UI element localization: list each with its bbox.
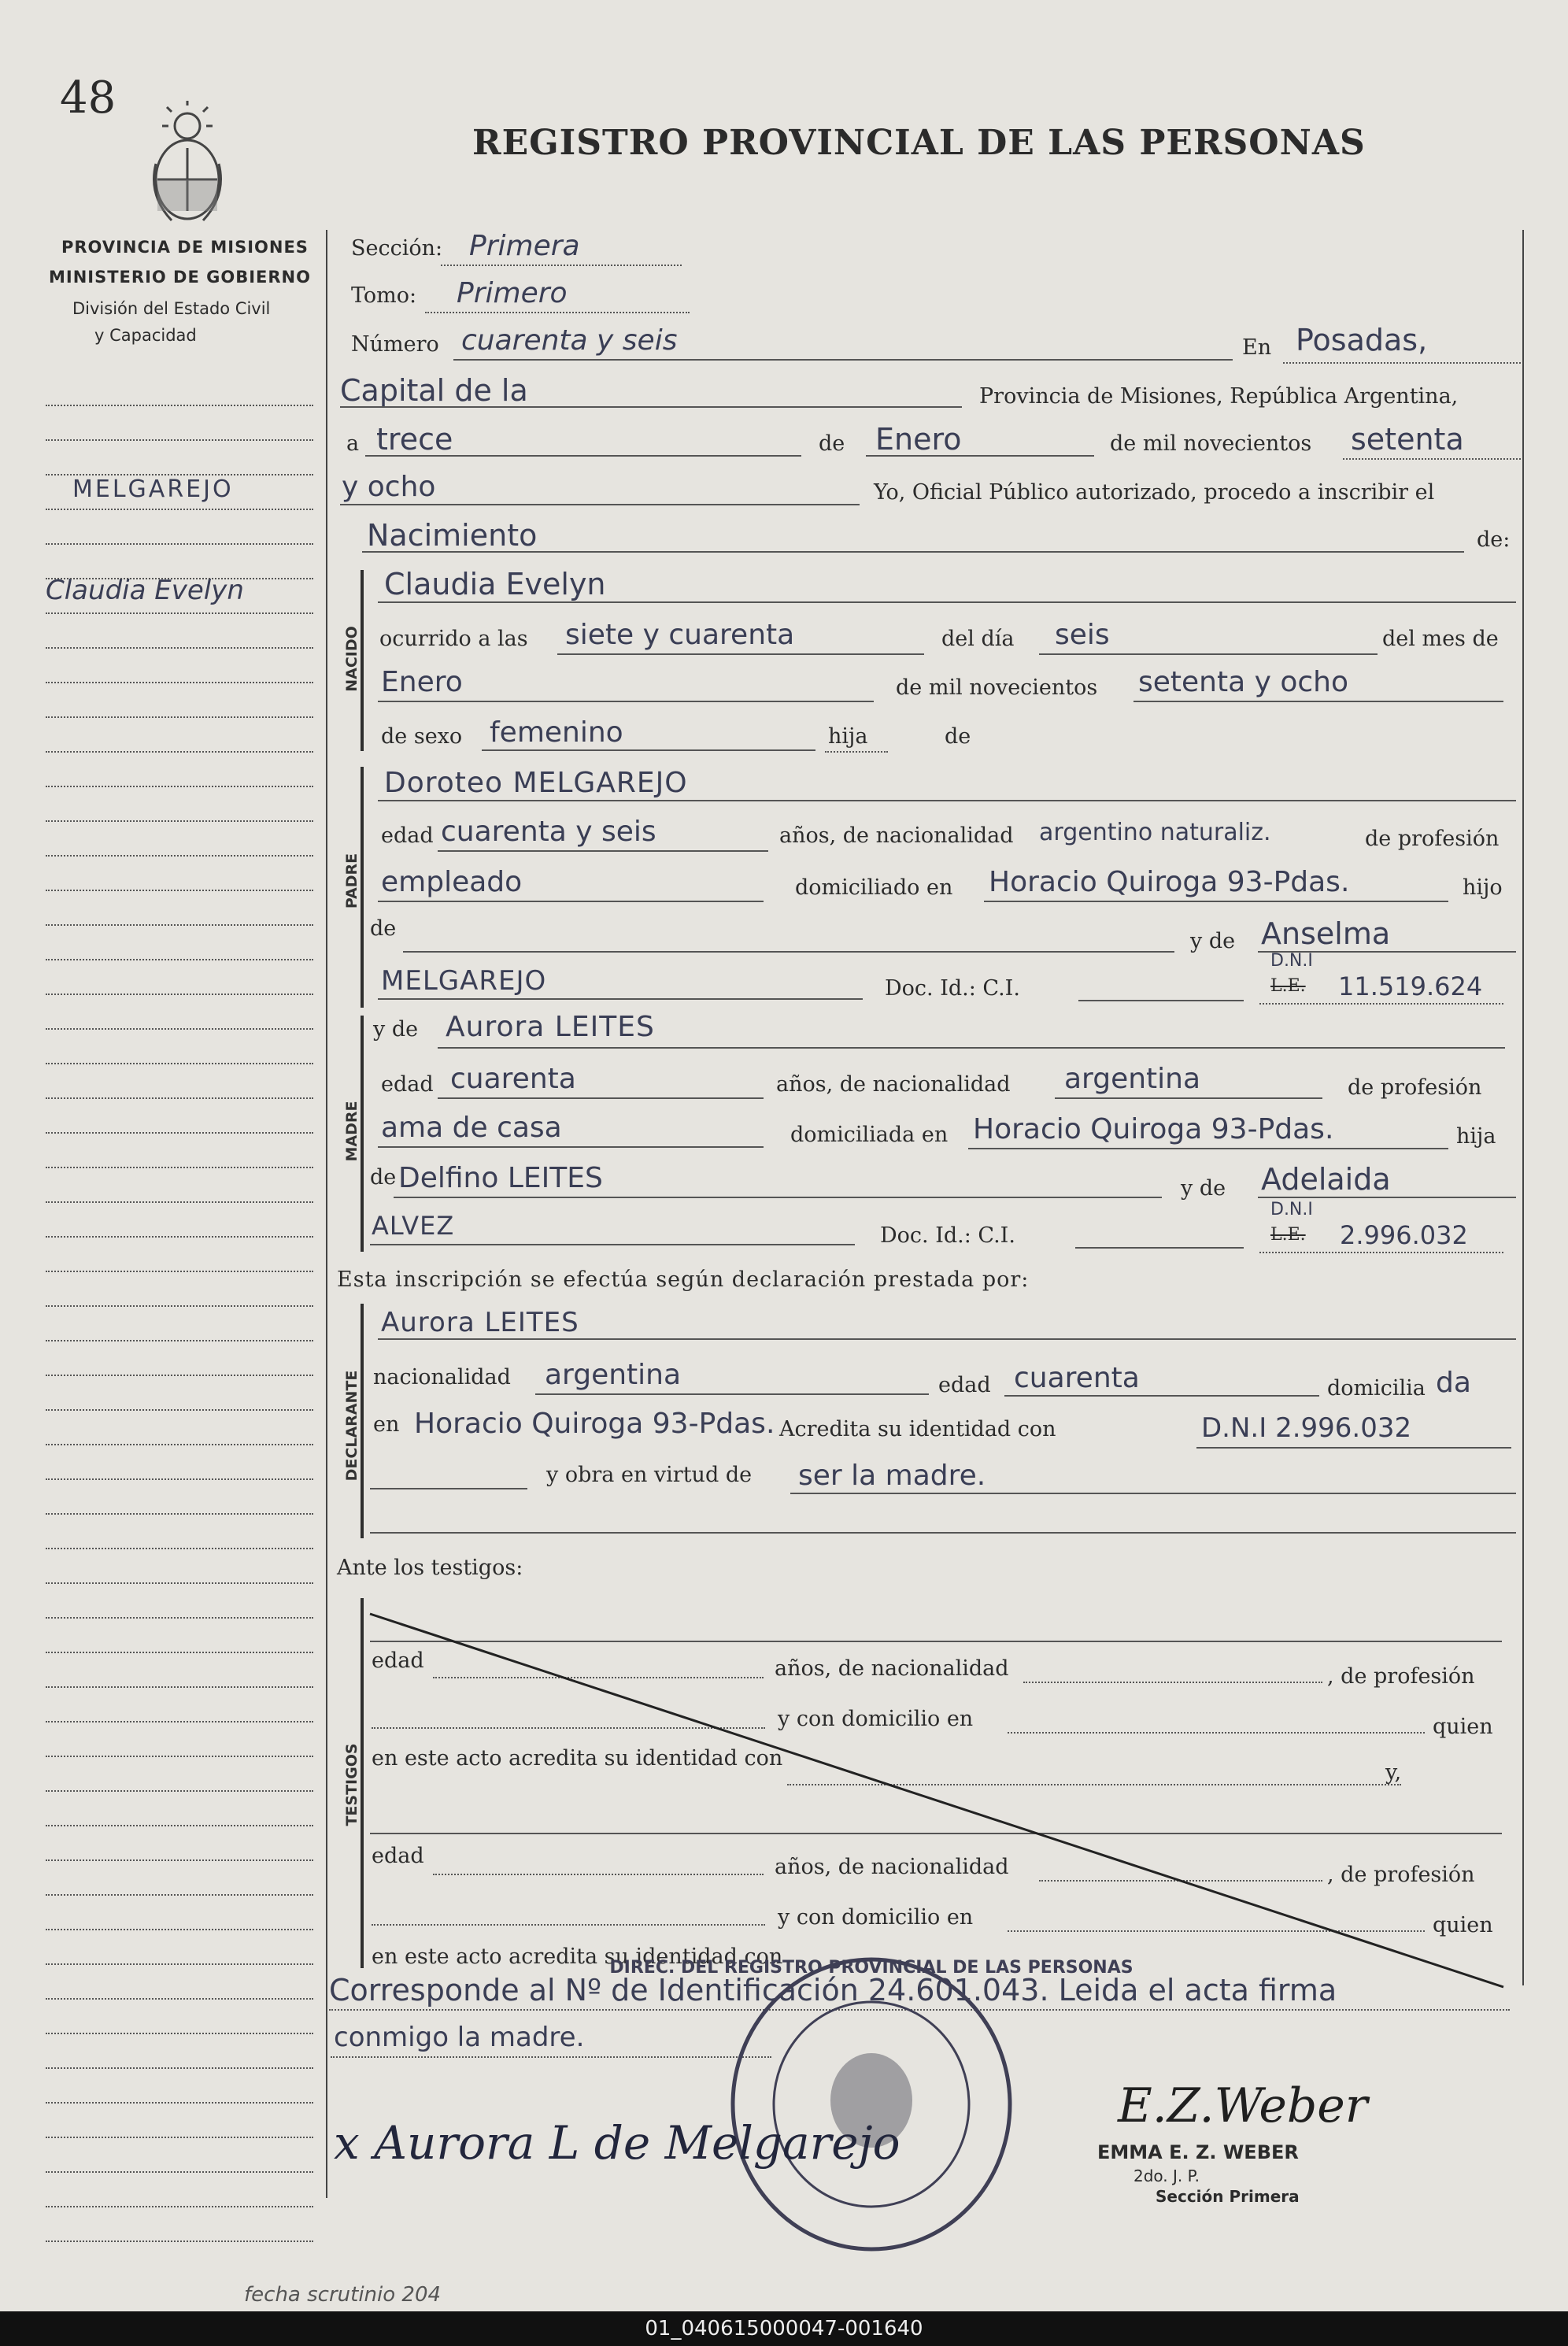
section-bracket-nacido — [361, 570, 364, 751]
declarante-side-label: DECLARANTE — [343, 1370, 361, 1482]
padre-prof-line — [378, 901, 764, 902]
margin-rule — [46, 959, 313, 960]
declarante-doc: D.N.I 2.996.032 — [1201, 1412, 1412, 1444]
testigos-side-label: TESTIGOS — [343, 1743, 361, 1826]
margin-rule — [46, 1236, 313, 1238]
madre-doc: 2.996.032 — [1340, 1220, 1468, 1250]
madre-prof-label: de profesión — [1348, 1075, 1482, 1100]
margin-rule — [46, 647, 313, 649]
dia-value: trece — [376, 422, 453, 457]
yo-text: Yo, Oficial Público autorizado, procedo a inscribir el — [874, 480, 1435, 505]
oficial-signature: E.Z.Weber — [1118, 2078, 1368, 2133]
madre-nac-label: años, de nacionalidad — [776, 1072, 1011, 1097]
margin-rule — [46, 1167, 313, 1168]
margin-rule — [46, 1929, 313, 1930]
sexo-label: de sexo — [381, 724, 463, 749]
note-line-2-rule — [331, 2056, 771, 2058]
madre-padre-line — [394, 1197, 1162, 1198]
ministry-line: MINISTERIO DE GOBIERNO — [49, 268, 311, 287]
madre-nac: argentina — [1064, 1063, 1201, 1095]
declarante-en-label: en — [373, 1412, 400, 1437]
madre-dom: Horacio Quiroga 93-Pdas. — [973, 1113, 1334, 1145]
hora-line — [557, 653, 924, 655]
anio2-value: y ocho — [342, 471, 436, 503]
coat-of-arms-icon — [140, 101, 235, 231]
margin-rule — [46, 1686, 313, 1688]
madre-prof: ama de casa — [381, 1112, 562, 1144]
nacido-de-label: de — [945, 724, 971, 749]
padre-nac-label: años, de nacionalidad — [779, 823, 1014, 848]
hija-line — [825, 751, 888, 753]
padre-dom-line — [984, 901, 1448, 902]
margin-rule — [46, 1652, 313, 1653]
del-dia-label: del día — [941, 627, 1015, 651]
margin-rule — [46, 1756, 313, 1757]
margin-rule — [46, 1340, 313, 1341]
declarante-obra: ser la madre. — [798, 1460, 986, 1492]
margin-rule — [46, 1132, 313, 1134]
declarante-obra-label: y obra en virtud de — [546, 1463, 753, 1487]
margin-rule — [46, 682, 313, 683]
nacido-mes: Enero — [381, 666, 463, 698]
declarante-signature: x Aurora L de Melgarejo — [334, 2116, 900, 2170]
margin-rule — [46, 716, 313, 718]
testigo1-dom-label: y con domicilio en — [778, 1707, 974, 1731]
testigo1-edad-label: edad — [372, 1648, 424, 1673]
padre-doc-struck: L.E. — [1270, 976, 1306, 996]
testigo2-quien-label: quien — [1433, 1913, 1493, 1937]
madre-doc-label: Doc. Id.: C.I. — [880, 1223, 1015, 1248]
a-label: a — [346, 431, 360, 456]
margin-rule — [46, 543, 313, 545]
anio1-line — [1343, 458, 1521, 460]
margin-rule — [46, 612, 313, 614]
margin-rule — [46, 1617, 313, 1619]
margin-rule — [46, 1859, 313, 1861]
sexo-line — [482, 749, 815, 751]
padre-madre-apellido: MELGAREJO — [381, 965, 547, 997]
anio1-value: setenta — [1351, 422, 1464, 457]
madre-ci-line — [1075, 1247, 1244, 1249]
bottom-scrawl: fecha scrutinio 204 — [244, 2283, 442, 2307]
margin-rule — [46, 1375, 313, 1376]
seccion-label: Sección: — [351, 236, 443, 261]
madre-hija-label: hija — [1456, 1124, 1496, 1149]
filename-bar: 01_040615000047-001640 — [0, 2311, 1568, 2346]
madre-padre: Delfino LEITES — [398, 1162, 603, 1194]
testigo2-acredita-label: en este acto acredita su identidad con — [372, 1945, 783, 1969]
nacido-dia: seis — [1055, 619, 1110, 651]
nacido-nombre: Claudia Evelyn — [384, 567, 606, 601]
testigo2-prof-label: , de profesión — [1327, 1863, 1475, 1887]
padre-madre-nombre: Anselma — [1261, 916, 1391, 951]
padre-nac: argentino naturaliz. — [1039, 819, 1271, 846]
margin-rule — [46, 1271, 313, 1272]
page-number: 48 — [60, 72, 116, 124]
declarante-dom-suffix: da — [1436, 1367, 1471, 1399]
declarante-nombre-line — [378, 1338, 1516, 1340]
declarante-edad-line — [1004, 1395, 1319, 1397]
en-value: Posadas, — [1296, 323, 1428, 357]
margin-rule — [46, 1582, 313, 1584]
nacido-hora: siete y cuarenta — [565, 619, 795, 651]
declarante-final-line — [370, 1532, 1516, 1534]
margin-rule — [46, 1513, 313, 1515]
section-bracket-declarante — [361, 1304, 364, 1538]
margin-rule — [46, 820, 313, 822]
testigo1-acredita-label: en este acto acredita su identidad con — [372, 1746, 783, 1771]
testigo1-quien-label: quien — [1433, 1715, 1493, 1739]
padre-edad-label: edad — [381, 823, 434, 848]
margin-rule — [46, 1028, 313, 1030]
del-mes-label: del mes de — [1382, 627, 1499, 651]
padre-prof-label: de profesión — [1365, 827, 1500, 851]
padre-doc: 11.519.624 — [1338, 971, 1483, 1001]
stamp-text: DIREC. DEL REGISTRO PROVINCIAL DE LAS PERSONAS — [609, 1958, 1133, 1978]
margin-rule — [46, 751, 313, 753]
nacido-anio: setenta y ocho — [1138, 666, 1349, 698]
right-column-rule — [1522, 230, 1524, 1985]
padre-doc-line — [1259, 1003, 1503, 1005]
margin-rule — [46, 1305, 313, 1307]
margin-given-name: Claudia Evelyn — [46, 575, 244, 606]
padre-hijo-label: hijo — [1463, 875, 1503, 900]
nacido-nombre-line — [378, 601, 1516, 603]
margin-surname: MELGAREJO — [72, 475, 234, 503]
margin-rule — [46, 1721, 313, 1722]
margin-rule — [46, 2171, 313, 2173]
madre-edad-line — [438, 1097, 764, 1099]
madre-nac-line — [1055, 1097, 1322, 1099]
tomo-line — [425, 312, 690, 313]
tomo-value: Primero — [457, 277, 568, 309]
mil-label: de mil novecientos — [1110, 431, 1312, 456]
madre-madre-nombre: Adelaida — [1261, 1162, 1391, 1197]
margin-rule — [46, 1790, 313, 1792]
margin-rule — [46, 1444, 313, 1445]
madre-doc-struck: L.E. — [1270, 1225, 1306, 1245]
madre-nombre-line — [438, 1047, 1505, 1049]
declarante-obra-line — [790, 1493, 1516, 1494]
en-line — [1283, 362, 1521, 364]
madre-madre-apellido: ALVEZ — [372, 1211, 455, 1241]
ocurrido-label: ocurrido a las — [379, 627, 528, 651]
declarante-doc-line — [1196, 1447, 1511, 1449]
padre-side-label: PADRE — [343, 853, 361, 909]
testigo2-dom-label: y con domicilio en — [778, 1905, 974, 1930]
dia-line — [365, 455, 801, 457]
padre-nombre-line — [378, 800, 1516, 801]
padre-nombre: Doroteo MELGAREJO — [384, 767, 688, 799]
padre-yde-label: y de — [1190, 929, 1236, 953]
nacido-sexo: femenino — [490, 716, 623, 749]
oficial-title: 2do. J. P. — [1133, 2167, 1200, 2185]
margin-rule — [46, 2137, 313, 2138]
testigos-intro: Ante los testigos: — [337, 1556, 523, 1580]
division-line: División del Estado Civil — [72, 299, 271, 318]
seccion-line — [441, 265, 682, 266]
left-column-rule — [326, 230, 327, 2198]
declarante-nombre: Aurora LEITES — [381, 1307, 579, 1338]
padre-dom-label: domiciliado en — [795, 875, 953, 900]
declarante-nac-label: nacionalidad — [373, 1365, 511, 1389]
acto-line — [362, 551, 1464, 553]
padre-dom: Horacio Quiroga 93-Pdas. — [989, 866, 1350, 898]
margin-rule — [46, 2033, 313, 2034]
madre-doc-type: D.N.I — [1270, 1200, 1313, 1219]
provincia-text: Provincia de Misiones, República Argentina, — [979, 384, 1459, 409]
madre-edad-label: edad — [381, 1072, 434, 1097]
numero-value: cuarenta y seis — [461, 324, 678, 357]
margin-rule — [46, 994, 313, 995]
declarante-nac: argentina — [545, 1359, 682, 1391]
margin-rule — [46, 1201, 313, 1203]
madre-edad: cuarenta — [450, 1063, 576, 1095]
margin-rule — [46, 1063, 313, 1064]
madre-yde2-label: y de — [1181, 1176, 1226, 1201]
testigo2-edad-label: edad — [372, 1844, 424, 1868]
testigo1-y-label: y, — [1385, 1760, 1402, 1785]
en-label: En — [1242, 335, 1272, 360]
mes-value: Enero — [875, 422, 962, 457]
padre-ci-line — [1078, 1000, 1244, 1001]
margin-rule — [46, 1825, 313, 1826]
oficial-name: EMMA E. Z. WEBER — [1097, 2141, 1299, 2163]
province-line: PROVINCIA DE MISIONES — [61, 238, 309, 257]
madre-madre-nombre-line — [1258, 1197, 1516, 1198]
margin-rule — [46, 1548, 313, 1549]
anio2-line — [340, 504, 860, 505]
margin-rule — [46, 509, 313, 510]
margin-rule — [46, 890, 313, 891]
margin-rule — [46, 1894, 313, 1896]
declarante-intro: Esta inscripción se efectúa según declaración prestada por: — [337, 1267, 1030, 1292]
note-line-2: conmigo la madre. — [334, 2022, 585, 2053]
padre-edad: cuarenta y seis — [441, 816, 656, 848]
madre-madre-apellido-line — [370, 1244, 855, 1245]
testigos-strike-line — [362, 1606, 1511, 2000]
mes-line — [866, 455, 1094, 457]
tomo-label: Tomo: — [351, 283, 417, 308]
margin-rule — [46, 1963, 313, 1965]
numero-line — [453, 359, 1233, 361]
margin-rule — [46, 1097, 313, 1099]
note-line-1: Corresponde al Nº de Identificación 24.601.043. Leida el acta firma — [329, 1973, 1337, 2007]
padre-de-label: de — [370, 916, 397, 941]
madre-dom-line — [968, 1148, 1448, 1149]
page-title: REGISTRO PROVINCIAL DE LAS PERSONAS — [472, 123, 1366, 163]
margin-rule — [46, 2102, 313, 2104]
padre-doc-type: D.N.I — [1270, 951, 1313, 971]
hija-label: hija — [828, 724, 868, 749]
declarante-nac-line — [535, 1393, 929, 1395]
de-label: de — [819, 431, 845, 456]
margin-rule — [46, 405, 313, 406]
nacido-side-label: NACIDO — [343, 626, 361, 692]
margin-rule — [46, 578, 313, 579]
nacido-anio-line — [1133, 701, 1503, 702]
margin-rule — [46, 439, 313, 441]
padre-prof: empleado — [381, 866, 523, 898]
place-value: Capital de la — [340, 373, 528, 408]
margin-rule — [46, 1478, 313, 1480]
section-bracket-padre — [361, 767, 364, 1008]
madre-yde-label: y de — [373, 1017, 419, 1042]
margin-rule — [46, 474, 313, 475]
madre-prof-line — [378, 1146, 764, 1148]
padre-doc-label: Doc. Id.: C.I. — [885, 976, 1020, 1001]
nacido-dia-line — [1039, 653, 1378, 655]
nacido-mil-label: de mil novecientos — [896, 675, 1098, 700]
testigo1-nac-label: años, de nacionalidad — [775, 1656, 1009, 1681]
margin-rule — [46, 924, 313, 926]
declarante-edad-label: edad — [938, 1373, 991, 1397]
de-colon: de: — [1477, 527, 1511, 552]
margin-rule — [46, 2067, 313, 2069]
padre-madre-apellido-line — [378, 998, 863, 1000]
testigo2-nac-label: años, de nacionalidad — [775, 1855, 1009, 1879]
declarante-extra-line — [370, 1488, 527, 1489]
declarante-edad: cuarenta — [1014, 1362, 1140, 1394]
place-line — [340, 406, 962, 408]
acto-value: Nacimiento — [367, 518, 538, 553]
section-bracket-madre — [361, 1016, 364, 1252]
madre-side-label: MADRE — [343, 1101, 361, 1162]
margin-rule — [46, 2206, 313, 2207]
nacido-mes-line — [378, 701, 874, 702]
madre-doc-line — [1259, 1252, 1503, 1253]
oficial-seccion: Sección Primera — [1156, 2187, 1300, 2206]
madre-nombre: Aurora LEITES — [446, 1011, 655, 1043]
padre-edad-line — [438, 850, 768, 852]
margin-rule — [46, 1409, 313, 1411]
declarante-dom: Horacio Quiroga 93-Pdas. — [414, 1408, 775, 1440]
margin-rule — [46, 1998, 313, 2000]
margin-rule — [46, 855, 313, 857]
madre-de-label: de — [370, 1165, 397, 1190]
margin-rule — [46, 2241, 313, 2242]
margin-rule — [46, 786, 313, 787]
testigo1-prof-label: , de profesión — [1327, 1664, 1475, 1689]
declarante-dom-label: domicilia — [1327, 1376, 1426, 1401]
numero-label: Número — [351, 332, 439, 357]
declarante-acredita-label: Acredita su identidad con — [779, 1417, 1056, 1441]
madre-dom-label: domiciliada en — [790, 1123, 949, 1147]
capacity-line: y Capacidad — [94, 326, 197, 345]
seccion-value: Primera — [469, 230, 580, 262]
padre-abuelo-line — [403, 951, 1174, 953]
